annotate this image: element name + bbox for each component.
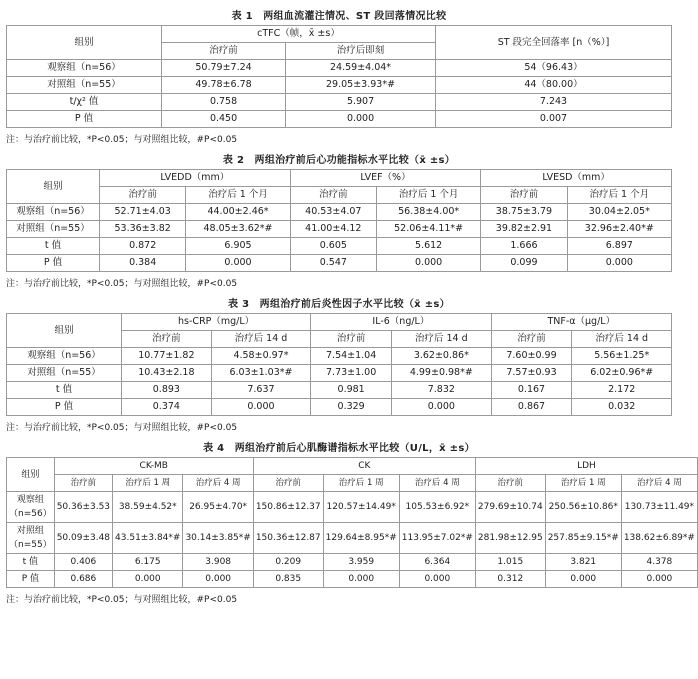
cell: 105.53±6.92* xyxy=(399,492,475,523)
cell: 130.73±11.49* xyxy=(621,492,697,523)
table3-group-header: TNF-α（μg/L） xyxy=(491,314,671,331)
cell: 0.605 xyxy=(290,238,376,255)
cell: 50.79±7.24 xyxy=(162,60,286,77)
table-row xyxy=(7,94,672,111)
cell: 6.03±1.03*# xyxy=(211,365,310,382)
table4-sub-header: 治疗后 4 周 xyxy=(399,475,475,492)
cell: 281.98±12.95 xyxy=(475,523,545,554)
row-label: t 值 xyxy=(7,382,122,399)
cell: 7.60±0.99 xyxy=(491,348,572,365)
table3 xyxy=(6,313,672,416)
cell: 7.57±0.93 xyxy=(491,365,572,382)
cell: 0.000 xyxy=(392,399,491,416)
cell: 41.00±4.12 xyxy=(290,221,376,238)
cell: 44.00±2.46* xyxy=(186,204,290,221)
table3-sub-header: 治疗后 14 d xyxy=(211,331,310,348)
table-row xyxy=(7,571,698,588)
table-row xyxy=(7,492,698,523)
cell: 4.99±0.98*# xyxy=(392,365,491,382)
cell: 10.77±1.82 xyxy=(122,348,212,365)
row-label: P 值 xyxy=(7,571,55,588)
row-label: t 值 xyxy=(7,238,100,255)
cell: 0.032 xyxy=(572,399,672,416)
table4-group-header: LDH xyxy=(475,458,697,475)
cell: 53.36±3.82 xyxy=(100,221,186,238)
cell: 2.172 xyxy=(572,382,672,399)
cell: 52.06±4.11*# xyxy=(377,221,481,238)
cell: 0.835 xyxy=(253,571,323,588)
cell: 0.000 xyxy=(621,571,697,588)
row-label: 对照组（n=55） xyxy=(7,77,162,94)
row-label: P 值 xyxy=(7,255,100,272)
table1-note: 注：与治疗前比较，*P<0.05；与对照组比较，#P<0.05 xyxy=(6,135,238,145)
cell: 1.015 xyxy=(475,554,545,571)
table-row xyxy=(7,77,672,94)
cell: 0.000 xyxy=(113,571,183,588)
table2-sub-header: 治疗前 xyxy=(481,187,567,204)
table4-group-header: CK-MB xyxy=(54,458,253,475)
cell: 30.14±3.85*# xyxy=(183,523,253,554)
cell: 7.637 xyxy=(211,382,310,399)
table2-sub-header: 治疗前 xyxy=(100,187,186,204)
table2-sub-header: 治疗前 xyxy=(290,187,376,204)
cell: 0.167 xyxy=(491,382,572,399)
cell: 0.000 xyxy=(377,255,481,272)
table-row xyxy=(7,365,672,382)
cell: 0.000 xyxy=(211,399,310,416)
cell: 56.38±4.00* xyxy=(377,204,481,221)
cell: 0.099 xyxy=(481,255,567,272)
cell: 0.000 xyxy=(399,571,475,588)
cell: 0.374 xyxy=(122,399,212,416)
cell: 6.364 xyxy=(399,554,475,571)
row-label: 观察组（n=56） xyxy=(7,348,122,365)
table4-group-header: CK xyxy=(253,458,475,475)
cell: 120.57±14.49* xyxy=(323,492,399,523)
table3-sub-header: 治疗前 xyxy=(122,331,212,348)
table3-sub-header: 治疗前 xyxy=(491,331,572,348)
cell: 7.832 xyxy=(392,382,491,399)
table1-col-st: ST 段完全回落率 [n（%）] xyxy=(435,26,671,60)
cell: 6.02±0.96*# xyxy=(572,365,672,382)
cell: 150.86±12.37 xyxy=(253,492,323,523)
table2-note: 注：与治疗前比较，*P<0.05；与对照组比较，#P<0.05 xyxy=(6,279,238,289)
table2 xyxy=(6,169,672,272)
table4-sub-header: 治疗后 1 周 xyxy=(113,475,183,492)
table4-note: 注：与治疗前比较，*P<0.05；与对照组比较，#P<0.05 xyxy=(6,595,238,605)
cell: 32.96±2.40*# xyxy=(567,221,671,238)
row-label: P 值 xyxy=(7,111,162,128)
table3-col-group: 组别 xyxy=(7,314,122,348)
cell: 50.36±3.53 xyxy=(54,492,112,523)
cell: 5.56±1.25* xyxy=(572,348,672,365)
cell: 0.000 xyxy=(323,571,399,588)
cell: 0.547 xyxy=(290,255,376,272)
cell: 0.000 xyxy=(567,255,671,272)
table4-sub-header: 治疗后 4 周 xyxy=(183,475,253,492)
cell: 0.312 xyxy=(475,571,545,588)
table1-sub-before: 治疗前 xyxy=(162,43,286,60)
cell: 50.09±3.48 xyxy=(54,523,112,554)
cell: 3.821 xyxy=(545,554,621,571)
table-row xyxy=(7,523,698,554)
table-row xyxy=(7,204,672,221)
cell: 49.78±6.78 xyxy=(162,77,286,94)
table4-sub-header: 治疗前 xyxy=(54,475,112,492)
row-label: t 值 xyxy=(7,554,55,571)
cell: 0.758 xyxy=(162,94,286,111)
cell: 138.62±6.89*# xyxy=(621,523,697,554)
cell: 0.209 xyxy=(253,554,323,571)
cell: 0.893 xyxy=(122,382,212,399)
cell: 129.64±8.95*# xyxy=(323,523,399,554)
table1-col-ctfc: cTFC（帧，x̄ ±s） xyxy=(162,26,436,43)
row-label: 对照组（n=55） xyxy=(7,221,100,238)
cell: 0.406 xyxy=(54,554,112,571)
cell: 54（96.43） xyxy=(435,60,671,77)
table2-body xyxy=(7,204,672,272)
cell: 5.907 xyxy=(286,94,436,111)
cell: 52.71±4.03 xyxy=(100,204,186,221)
row-label: P 值 xyxy=(7,399,122,416)
table-row xyxy=(7,348,672,365)
table3-note: 注：与治疗前比较，*P<0.05；与对照组比较，#P<0.05 xyxy=(6,423,238,433)
cell: 10.43±2.18 xyxy=(122,365,212,382)
cell: 6.905 xyxy=(186,238,290,255)
cell: 43.51±3.84*# xyxy=(113,523,183,554)
cell: 6.897 xyxy=(567,238,671,255)
table-row xyxy=(7,399,672,416)
table2-sub-header: 治疗后 1 个月 xyxy=(186,187,290,204)
table4-sub-header: 治疗前 xyxy=(475,475,545,492)
table2-group-header: LVESD（mm） xyxy=(481,170,672,187)
cell: 0.329 xyxy=(311,399,392,416)
table3-group-header: IL-6（ng/L） xyxy=(311,314,491,331)
row-label: 观察组（n=56） xyxy=(7,60,162,77)
table3-sub-header: 治疗后 14 d xyxy=(572,331,672,348)
cell: 38.75±3.79 xyxy=(481,204,567,221)
cell: 0.872 xyxy=(100,238,186,255)
table1-title: 表 1 两组血流灌注情况、ST 段回落情况比较 xyxy=(231,11,447,22)
table2-sub-header: 治疗后 1 个月 xyxy=(567,187,671,204)
cell: 0.000 xyxy=(186,255,290,272)
row-label: 观察组（n=56） xyxy=(7,492,55,523)
cell: 250.56±10.86* xyxy=(545,492,621,523)
table4-body xyxy=(7,492,698,588)
cell: 279.69±10.74 xyxy=(475,492,545,523)
cell: 0.981 xyxy=(311,382,392,399)
cell: 0.450 xyxy=(162,111,286,128)
cell: 150.36±12.87 xyxy=(253,523,323,554)
table1-col-group: 组别 xyxy=(7,26,162,60)
table4-sub-header: 治疗前 xyxy=(253,475,323,492)
row-label: 观察组（n=56） xyxy=(7,204,100,221)
cell: 0.007 xyxy=(435,111,671,128)
table2-col-group: 组别 xyxy=(7,170,100,204)
table1-sub-after: 治疗后即刻 xyxy=(286,43,436,60)
cell: 7.73±1.00 xyxy=(311,365,392,382)
table2-sub-header: 治疗后 1 个月 xyxy=(377,187,481,204)
table-row xyxy=(7,60,672,77)
table-row xyxy=(7,554,698,571)
cell: 0.000 xyxy=(183,571,253,588)
table2-group-header: LVEDD（mm） xyxy=(100,170,291,187)
cell: 6.175 xyxy=(113,554,183,571)
cell: 30.04±2.05* xyxy=(567,204,671,221)
cell: 24.59±4.04* xyxy=(286,60,436,77)
cell: 257.85±9.15*# xyxy=(545,523,621,554)
row-label: 对照组（n=55） xyxy=(7,365,122,382)
cell: 26.95±4.70* xyxy=(183,492,253,523)
cell: 1.666 xyxy=(481,238,567,255)
table3-sub-header: 治疗后 14 d xyxy=(392,331,491,348)
table3-group-header: hs-CRP（mg/L） xyxy=(122,314,311,331)
cell: 38.59±4.52* xyxy=(113,492,183,523)
cell: 0.867 xyxy=(491,399,572,416)
table2-title: 表 2 两组治疗前后心功能指标水平比较（x̄ ±s） xyxy=(222,155,456,166)
table1 xyxy=(6,25,672,128)
table4 xyxy=(6,457,698,588)
table4-sub-header: 治疗后 4 周 xyxy=(621,475,697,492)
cell: 40.53±4.07 xyxy=(290,204,376,221)
table4-sub-header: 治疗后 1 周 xyxy=(545,475,621,492)
table3-sub-header: 治疗前 xyxy=(311,331,392,348)
table4-title: 表 4 两组治疗前后心肌酶谱指标水平比较（U/L，x̄ ±s） xyxy=(203,443,475,454)
row-label: 对照组（n=55） xyxy=(7,523,55,554)
cell: 29.05±3.93*# xyxy=(286,77,436,94)
table-row xyxy=(7,255,672,272)
cell: 3.62±0.86* xyxy=(392,348,491,365)
table3-body xyxy=(7,348,672,416)
table-row xyxy=(7,382,672,399)
table-row xyxy=(7,111,672,128)
table-row xyxy=(7,238,672,255)
cell: 5.612 xyxy=(377,238,481,255)
table4-col-group: 组别 xyxy=(7,458,55,492)
table-row xyxy=(7,221,672,238)
cell: 4.378 xyxy=(621,554,697,571)
table2-group-header: LVEF（%） xyxy=(290,170,481,187)
cell: 44（80.00） xyxy=(435,77,671,94)
cell: 7.243 xyxy=(435,94,671,111)
cell: 0.000 xyxy=(545,571,621,588)
cell: 0.000 xyxy=(286,111,436,128)
cell: 3.908 xyxy=(183,554,253,571)
cell: 4.58±0.97* xyxy=(211,348,310,365)
cell: 48.05±3.62*# xyxy=(186,221,290,238)
cell: 3.959 xyxy=(323,554,399,571)
cell: 7.54±1.04 xyxy=(311,348,392,365)
cell: 113.95±7.02*# xyxy=(399,523,475,554)
cell: 0.384 xyxy=(100,255,186,272)
cell: 0.686 xyxy=(54,571,112,588)
table4-sub-header: 治疗后 1 周 xyxy=(323,475,399,492)
row-label: t/χ² 值 xyxy=(7,94,162,111)
cell: 39.82±2.91 xyxy=(481,221,567,238)
table3-title: 表 3 两组治疗前后炎性因子水平比较（x̄ ±s） xyxy=(228,299,450,310)
